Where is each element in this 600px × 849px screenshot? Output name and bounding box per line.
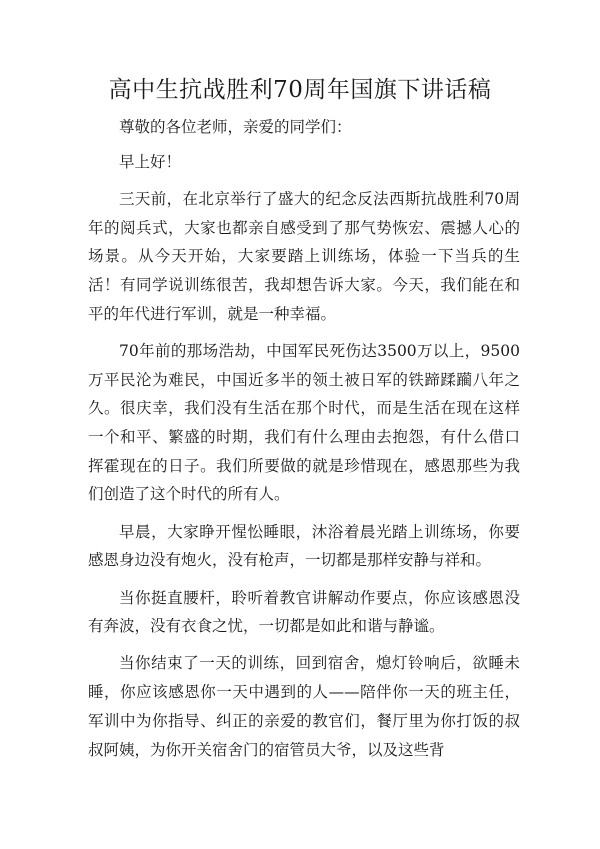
paragraph: 当你挺直腰杆，聆听着教官讲解动作要点，你应该感恩没有奔波，没有衣食之忧，一切都是如此和谐与静谧。 [88, 588, 520, 636]
document-body [88, 113, 520, 773]
paragraph: 三天前，在北京举行了盛大的纪念反法西斯抗战胜利70周年的阅兵式，大家也都亲自感受到了那气势恢宏、震撼人心的场景。从今天开始，大家要踏上训练场，体验一下当兵的生活！有同学说训练很苦，我却想告诉大家。今天，我们能在和平的年代进行军训，就是一种幸福。 [88, 189, 520, 323]
paragraph: 早晨，大家睁开惺忪睡眼，沐浴着晨光踏上训练场，你要感恩身边没有炮火，没有枪声，一切都是那样安静与祥和。 [88, 522, 520, 570]
salutation: 尊敬的各位老师，亲爱的同学们： [119, 118, 352, 136]
paragraph: 当你结束了一天的训练，回到宿舍，熄灯铃响后，欲睡未睡，你应该感恩你一天中遇到的人——陪伴你一天的班主任，军训中为你指导、纠正的亲爱的教官们，餐厅里为你打饭的叔叔阿姨，为你开关宿舍门的宿管员大爷，以及这些背 [88, 654, 520, 759]
document-title: 高中生抗战胜利70周年国旗下讲话稿 [108, 77, 492, 103]
greeting: 早上好！ [119, 152, 182, 171]
paragraph: 70年前的那场浩劫，中国军民死伤达3500万以上，9500万平民沦为难民，中国近多半的领土被日军的铁蹄蹂躏八年之久。很庆幸，我们没有生活在那个时代，而是生活在现在这样一个和平、繁盛的时期，我们有什么理由去抱怨，有什么借口挥霍现在的日子。我们所要做的就是珍惜现在，感恩那些为我们创造了这个时代的所有人。 [88, 341, 520, 504]
